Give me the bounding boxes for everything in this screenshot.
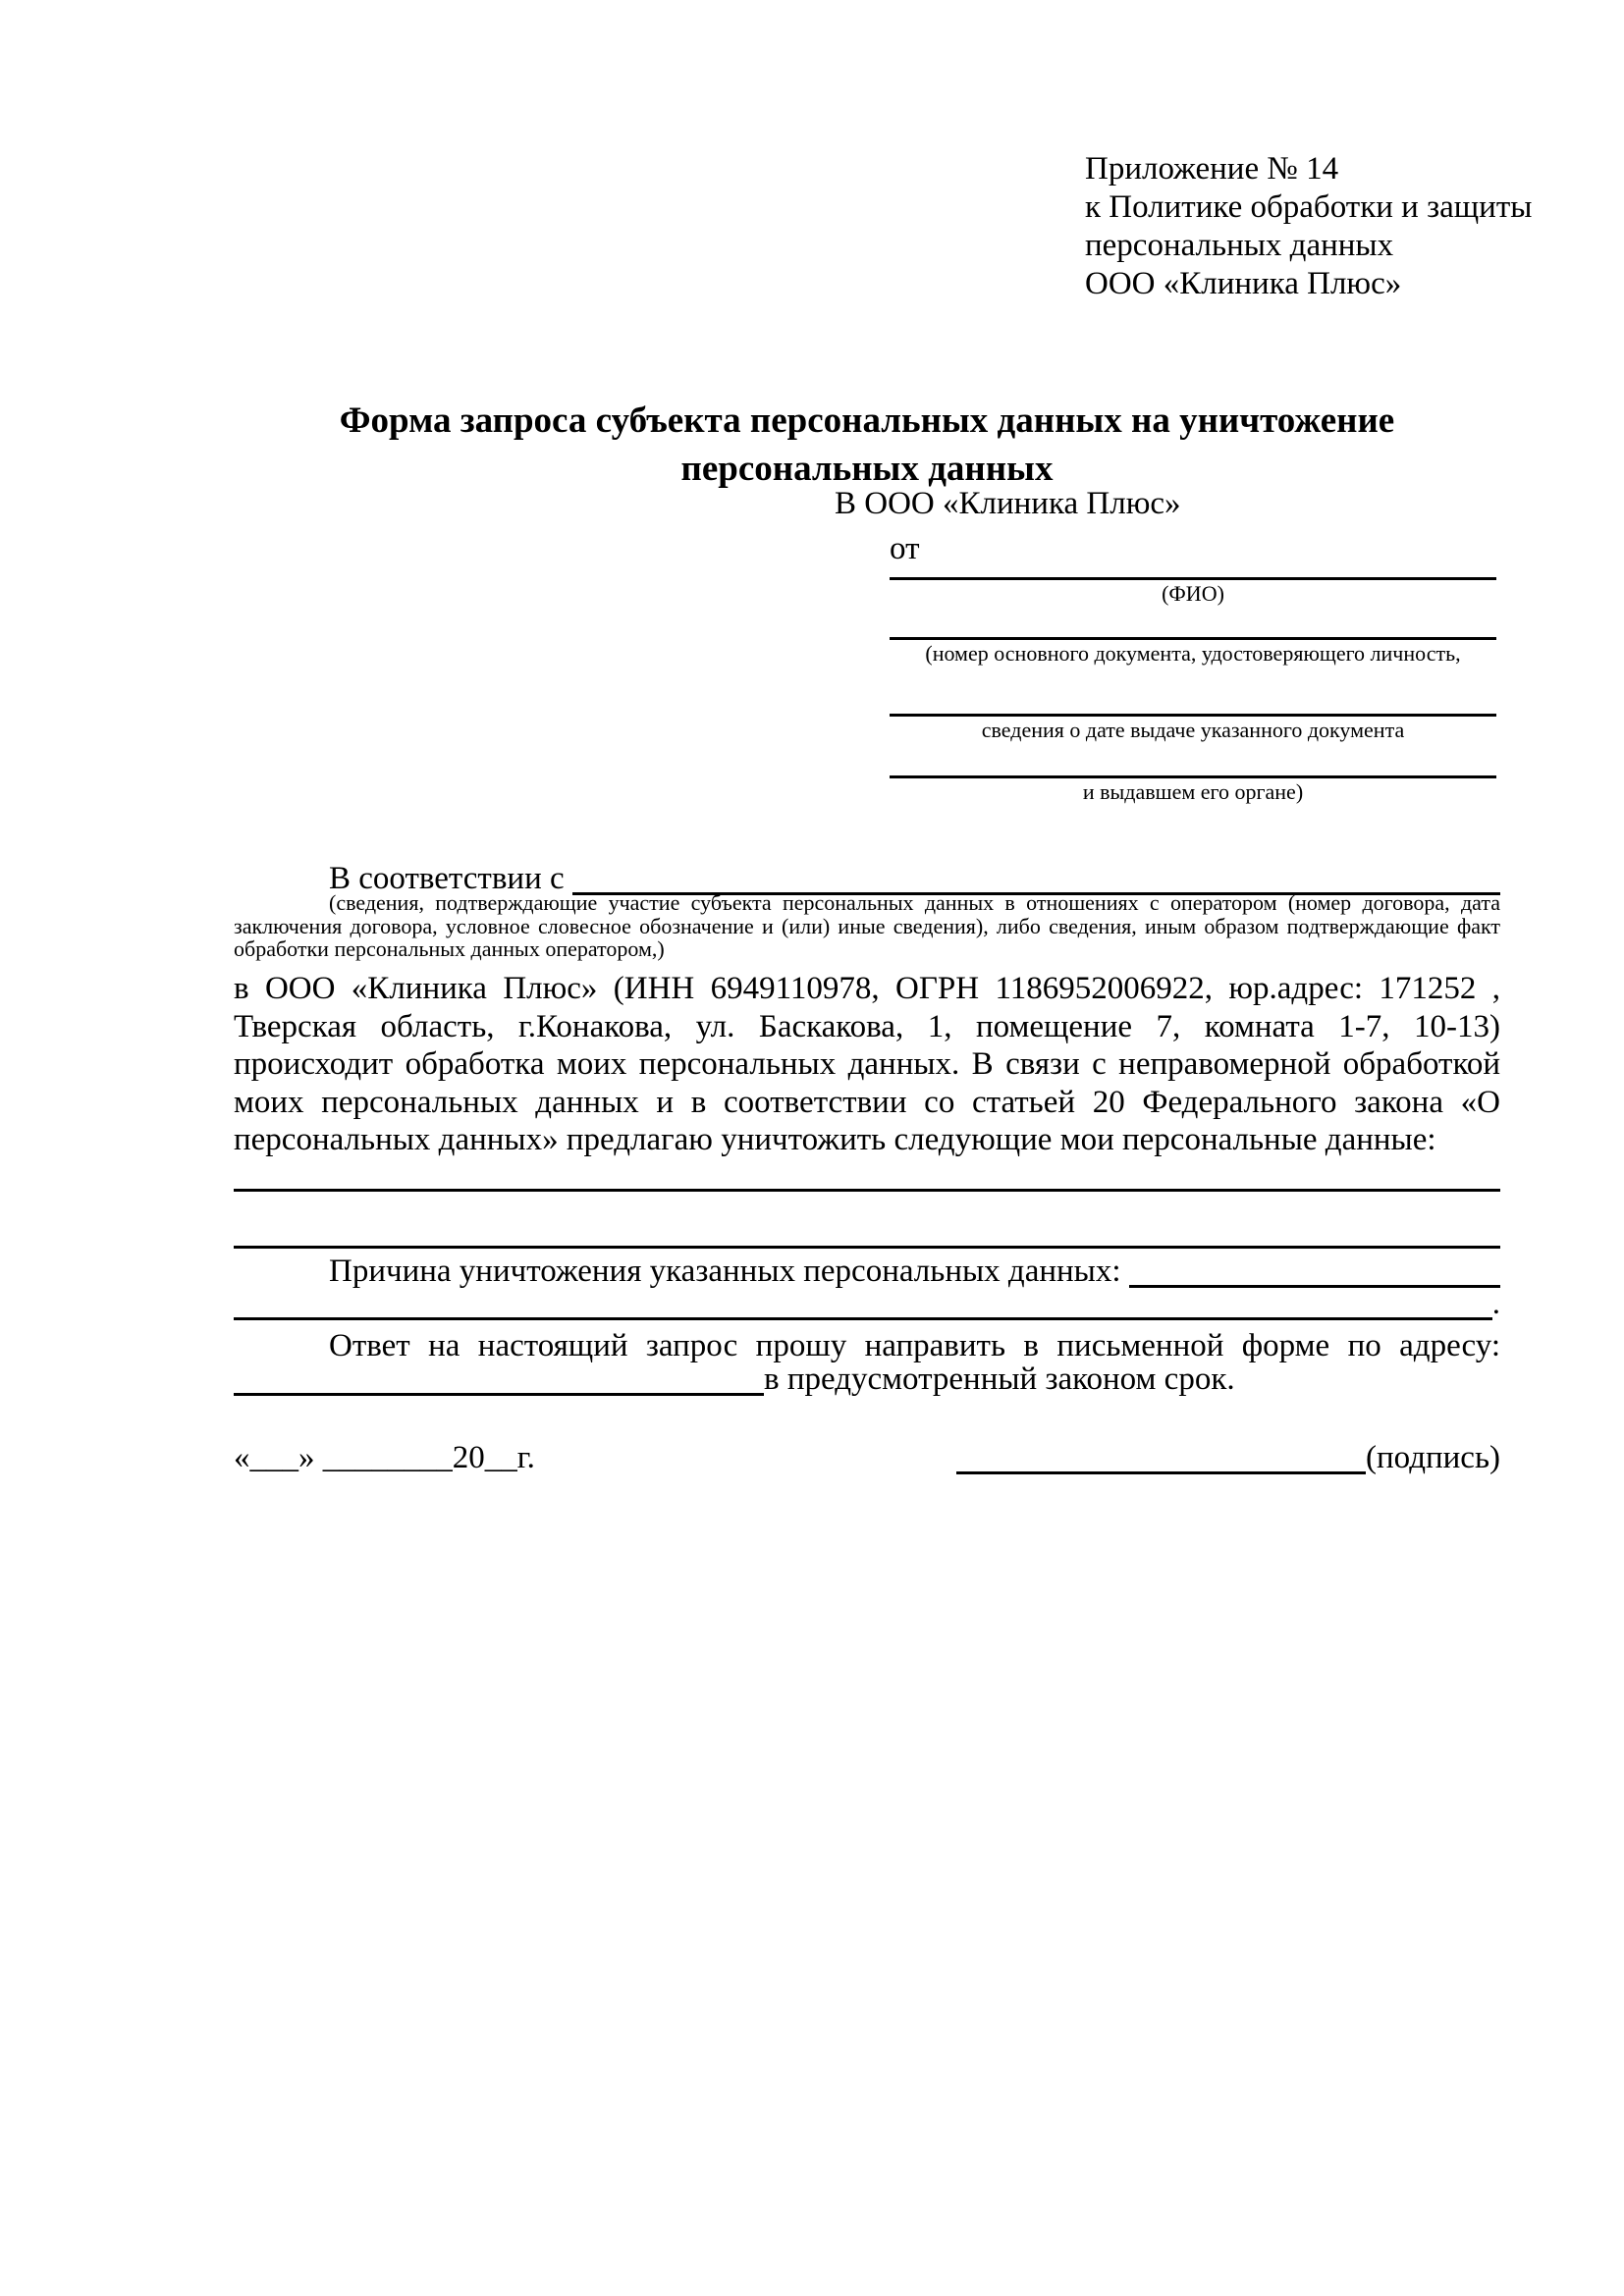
answer-sentence: Ответ на настоящий запрос прошу направить в письменной форме по адресу: [329,1328,1500,1363]
personal-data-blank-line-1 [234,1189,1500,1192]
issue-date-caption: сведения о дате выдаче указанного документа [981,718,1405,742]
reason-continuation-row [234,1284,1500,1323]
date-blank-text: «___» ________20__г. [234,1440,535,1475]
issuing-authority-blank-line [890,775,1496,778]
fio-caption: (ФИО) [1162,581,1224,606]
appendix-block [1085,150,1532,303]
body-paragraph: в ООО «Клиника Плюс» (ИНН 6949110978, ОГРН 1186952006922, юр.адрес: 171252 , Тверская область, г.Конакова, ул. Баскакова, 1, помещение 7, комната 1-7, 10-13) происходит обработка моих персональных данных. В связи с неправомерной обработкой моих персональных данных и в соответствии со статьей 20 Федерального закона «О персональных данных» предлагаю уничтожить следующие мои персональные данные: [234,971,1500,1157]
period-text: . [1491,1286,1500,1321]
appendix-line: персональных данных [1085,228,1394,263]
document-title [234,397,1500,493]
title-line-2: персональных данных [680,449,1054,489]
addressee-line: В ООО «Клиника Плюс» [835,486,1181,521]
reason-blank-line [1129,1252,1500,1288]
from-label: от [890,531,920,566]
reason-blank-line-2 [234,1284,1492,1320]
fio-blank-line [890,577,1496,580]
signature-caption: (подпись) [1366,1440,1500,1475]
signature-blank-line [956,1438,1366,1474]
appendix-line: Приложение № 14 [1085,151,1339,187]
issuing-authority-caption: и выдавшем его органе) [1082,779,1304,804]
appendix-line: к Политике обработки и защиты [1085,189,1533,225]
accordance-note: (сведения, подтверждающие участие субъекта персональных данных в отношениях с оператором (номер договора, дата заключения договора, условное словесное обозначение и (или) иные сведения), либо сведения, иным образом подтверждающие факт обработки персональных данных оператором,) [234,890,1500,961]
appendix-line: ООО «Клиника Плюс» [1085,266,1402,301]
document-number-blank-line [890,637,1496,640]
answer-tail: в предусмотренный законом срок. [764,1362,1235,1397]
reason-label: Причина уничтожения указанных персональных данных: [329,1254,1129,1289]
issue-date-blank-line [890,714,1496,717]
address-row [234,1360,1500,1399]
address-blank-line [234,1360,764,1396]
title-line-1: Форма запроса субъекта персональных данных на уничтожение [339,400,1395,441]
document-number-caption: (номер основного документа, удостоверяющего личность, [925,641,1461,666]
personal-data-blank-line-2 [234,1246,1500,1249]
date-signature-row [234,1438,1500,1477]
accordance-prefix: В соответствии с [329,861,572,896]
